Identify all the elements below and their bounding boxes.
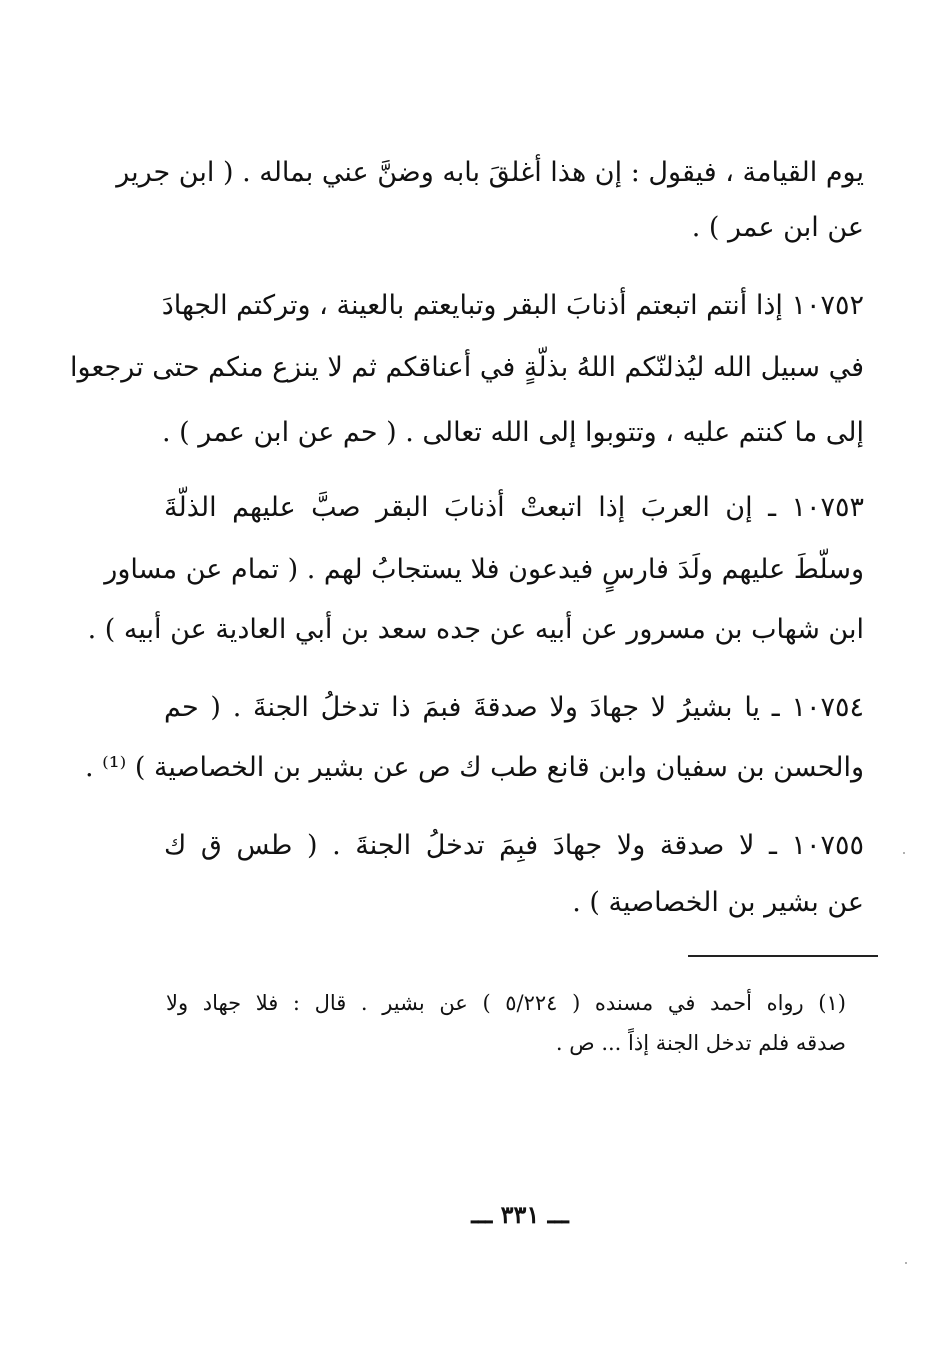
paragraph-1-line-2: عن ابن عمر ) . — [691, 212, 864, 243]
scan-speck — [903, 852, 905, 854]
scan-speck — [905, 1262, 907, 1264]
footnote-separator — [688, 955, 878, 957]
footnote-line-1: (١) رواه أحمد في مسنده ( ٥/٢٢٤ ) عن بشير . قال : فلا جهاد ولا — [166, 991, 846, 1015]
hadith-10755-line-2: عن بشير بن الخصاصية ) . — [572, 887, 864, 918]
paragraph-1-line-1: يوم القيامة ، فيقول : إن هذا أغلقَ بابه وضنَّ عني بماله . ( ابن جرير — [116, 157, 864, 188]
hadith-10754-line-1: ١٠٧٥٤ ـ يا بشيرُ لا جهادَ ولا صدقةَ فبمَ ذا تدخلُ الجنةَ . ( حم — [164, 692, 864, 723]
hadith-10753-line-1: ١٠٧٥٣ ـ إن العربَ إذا اتبعتْ أذنابَ البقر صبَّ عليهم الذلّةَ — [164, 492, 864, 523]
hadith-10755-line-1: ١٠٧٥٥ ـ لا صدقة ولا جهادَ فبِمَ تدخلُ الجنةَ . ( طس ق ك — [164, 830, 864, 861]
page-number: ـــ ٣٣١ ـــ — [471, 1200, 569, 1229]
hadith-10753-line-3: ابن شهاب بن مسرور عن أبيه عن جده سعد بن أبي العادية عن أبيه ) . — [87, 614, 864, 645]
hadith-10752-line-1: ١٠٧٥٢ إذا أنتم اتبعتم أذنابَ البقر وتبايعتم بالعينة ، وتركتم الجهادَ — [161, 290, 864, 321]
hadith-10753-line-2: وسلّطَ عليهم ولَدَ فارسٍ فيدعون فلا يستجابُ لهم . ( تمام عن مساور — [104, 554, 864, 585]
hadith-10752-line-3: إلى ما كنتم عليه ، وتتوبوا إلى الله تعالى . ( حم عن ابن عمر ) . — [162, 417, 864, 448]
hadith-10752-line-2: في سبيل الله ليُذلنّكم اللهُ بذلّةٍ في أعناقكم ثم لا ينزع منكم حتى ترجعوا — [70, 352, 864, 383]
footnote-line-2: صدقه فلم تدخل الجنة إذاً ... ص . — [555, 1031, 846, 1055]
hadith-10754-line-2: والحسن بن سفيان وابن قانع طب ك ص عن بشير بن الخصاصية ) ⁽¹⁾ . — [85, 752, 864, 783]
